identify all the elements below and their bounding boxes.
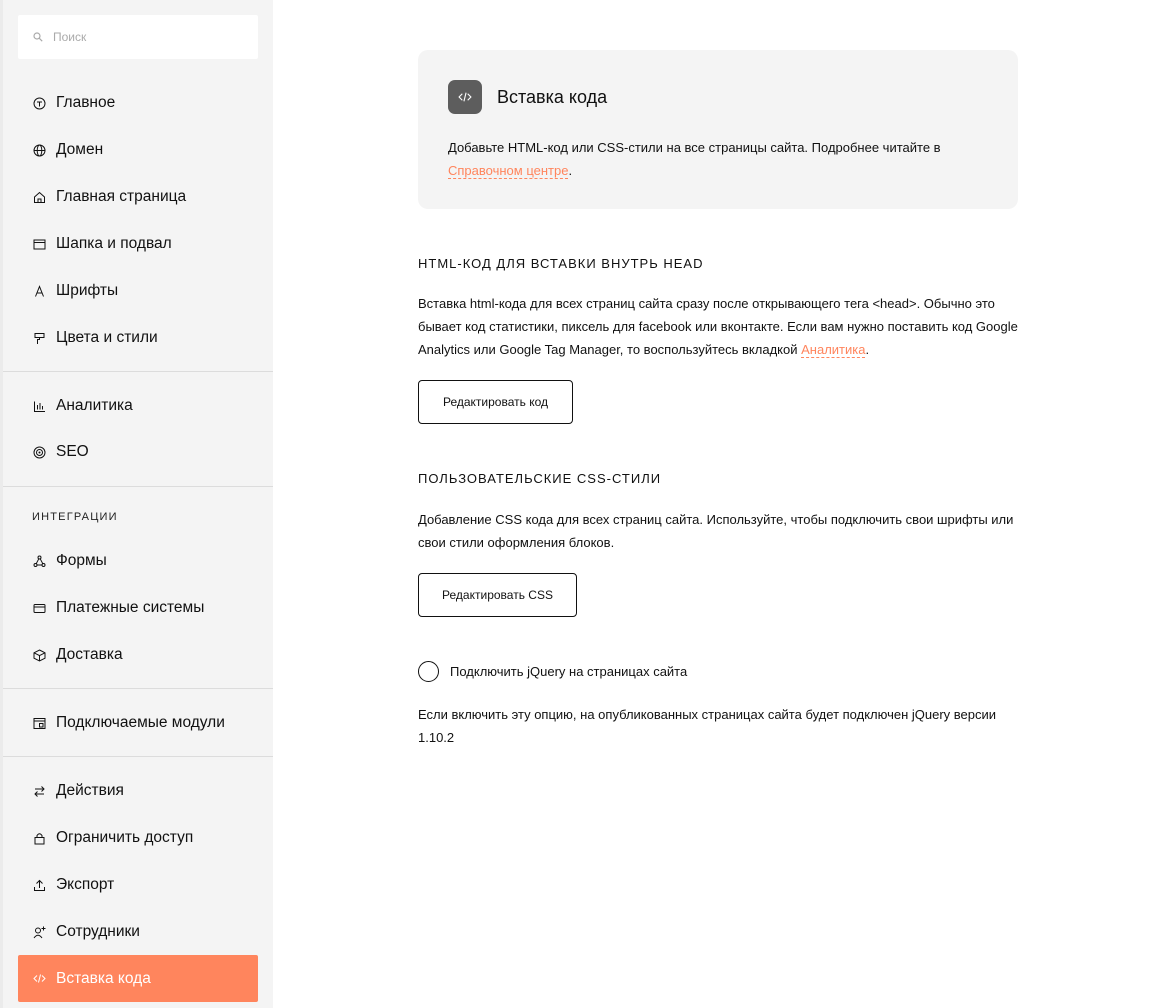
- target-icon: [33, 446, 46, 459]
- section-title-head-code: HTML-КОД ДЛЯ ВСТАВКИ ВНУТРЬ HEAD: [418, 256, 704, 271]
- head-code-text: Вставка html-кода для всех страниц сайта сразу после открывающего тега <head>. Обычно это бывает код статистики, пиксель для facebook или вконтакте. Если вам нужно поставить код Google Analytics или Google Tag Manager, то воспользуйтесь вкладкой: [418, 296, 1018, 357]
- sidebar-item-fonts[interactable]: [18, 269, 258, 313]
- sidebar-item-header-footer[interactable]: [18, 222, 258, 266]
- analytics-link[interactable]: Аналитика: [801, 342, 866, 357]
- edit-css-button[interactable]: Редактировать CSS: [418, 573, 577, 617]
- sidebar-item-label: Шапка и подвал: [56, 235, 172, 252]
- section-title-css: ПОЛЬЗОВАТЕЛЬСКИЕ CSS-СТИЛИ: [418, 471, 662, 486]
- sidebar-item-label: Шрифты: [56, 282, 119, 299]
- box-icon: [33, 649, 46, 662]
- sidebar-item-label: Вставка кода: [56, 969, 151, 987]
- sidebar-item-label: Главная страница: [56, 188, 187, 205]
- sidebar-item-label: SEO: [56, 443, 89, 460]
- section-title-integrations: ИНТЕГРАЦИИ: [32, 511, 118, 523]
- page-title: Вставка кода: [497, 87, 608, 107]
- tilda-logo-icon: [33, 97, 46, 110]
- sidebar-item-label: Цвета и стили: [56, 329, 158, 346]
- card-description: [448, 136, 988, 182]
- sidebar-item-restrict-access[interactable]: [18, 816, 258, 860]
- sidebar-item-forms[interactable]: [18, 539, 258, 583]
- sidebar-item-label: Подключаемые модули: [56, 714, 225, 731]
- sidebar-item-label: Ограничить доступ: [56, 829, 194, 846]
- sidebar-item-label: Сотрудники: [56, 923, 140, 940]
- search-icon: [33, 32, 43, 42]
- code-icon: [33, 972, 46, 985]
- jquery-radio[interactable]: [418, 661, 439, 682]
- sidebar-item-modules[interactable]: [18, 701, 258, 745]
- head-code-text-end: .: [865, 342, 870, 357]
- sidebar-item-payments[interactable]: [18, 586, 258, 630]
- search-input[interactable]: [53, 30, 233, 44]
- sidebar-item-seo[interactable]: [18, 430, 258, 474]
- sidebar-item-analytics[interactable]: [18, 384, 258, 428]
- home-icon: [33, 191, 46, 204]
- sidebar-item-colors[interactable]: [18, 316, 258, 360]
- jquery-label: Подключить jQuery на страницах сайта: [450, 664, 688, 679]
- sidebar-item-label: Аналитика: [56, 397, 133, 414]
- sidebar-item-code-insert[interactable]: [18, 955, 258, 1002]
- sidebar-item-delivery[interactable]: [18, 633, 258, 677]
- sidebar-item-domain[interactable]: [18, 128, 258, 172]
- info-card: [418, 50, 1018, 209]
- sidebar-item-main[interactable]: [18, 81, 258, 125]
- jquery-option: [418, 661, 687, 682]
- sidebar: [0, 0, 273, 1008]
- modules-icon: [33, 717, 46, 730]
- sidebar-item-label: Доставка: [56, 646, 123, 663]
- sidebar-divider: [3, 756, 273, 757]
- card-text: Добавьте HTML-код или CSS-стили на все страницы сайта. Подробнее читайте в: [448, 140, 941, 155]
- upload-icon: [33, 879, 46, 892]
- sidebar-item-export[interactable]: [18, 863, 258, 907]
- globe-icon: [33, 144, 46, 157]
- sidebar-item-label: Главное: [56, 94, 116, 111]
- jquery-note: Если включить эту опцию, на опубликованных страницах сайта будет подключен jQuery версии 1.10.2: [418, 707, 997, 745]
- help-center-link[interactable]: Справочном центре: [448, 163, 569, 178]
- code-icon: [448, 80, 482, 114]
- sidebar-item-team[interactable]: [18, 910, 258, 954]
- sidebar-divider: [3, 486, 273, 487]
- swap-arrows-icon: [33, 785, 46, 798]
- sidebar-item-label: Формы: [56, 552, 107, 569]
- bar-chart-icon: [33, 400, 46, 413]
- paint-roller-icon: [33, 332, 46, 345]
- font-icon: [33, 285, 46, 298]
- head-code-description: [418, 292, 1018, 361]
- lock-icon: [33, 832, 46, 845]
- credit-card-icon: [33, 602, 46, 615]
- sidebar-item-actions[interactable]: [18, 769, 258, 813]
- sidebar-item-homepage[interactable]: [18, 175, 258, 219]
- sidebar-divider: [3, 371, 273, 372]
- browser-window-icon: [33, 238, 46, 251]
- sidebar-item-label: Домен: [56, 141, 104, 158]
- add-user-icon: [33, 926, 46, 939]
- edit-code-button[interactable]: Редактировать код: [418, 380, 573, 424]
- card-text-end: .: [568, 163, 573, 178]
- sidebar-item-label: Действия: [56, 782, 124, 799]
- nodes-icon: [33, 555, 46, 568]
- sidebar-divider: [3, 688, 273, 689]
- css-description: Добавление CSS кода для всех страниц сайта. Используйте, чтобы подключить свои шрифты или свои стили оформления блоков.: [418, 512, 1014, 550]
- search-box[interactable]: [18, 15, 258, 59]
- sidebar-item-label: Экспорт: [56, 876, 115, 893]
- sidebar-item-label: Платежные системы: [56, 599, 205, 616]
